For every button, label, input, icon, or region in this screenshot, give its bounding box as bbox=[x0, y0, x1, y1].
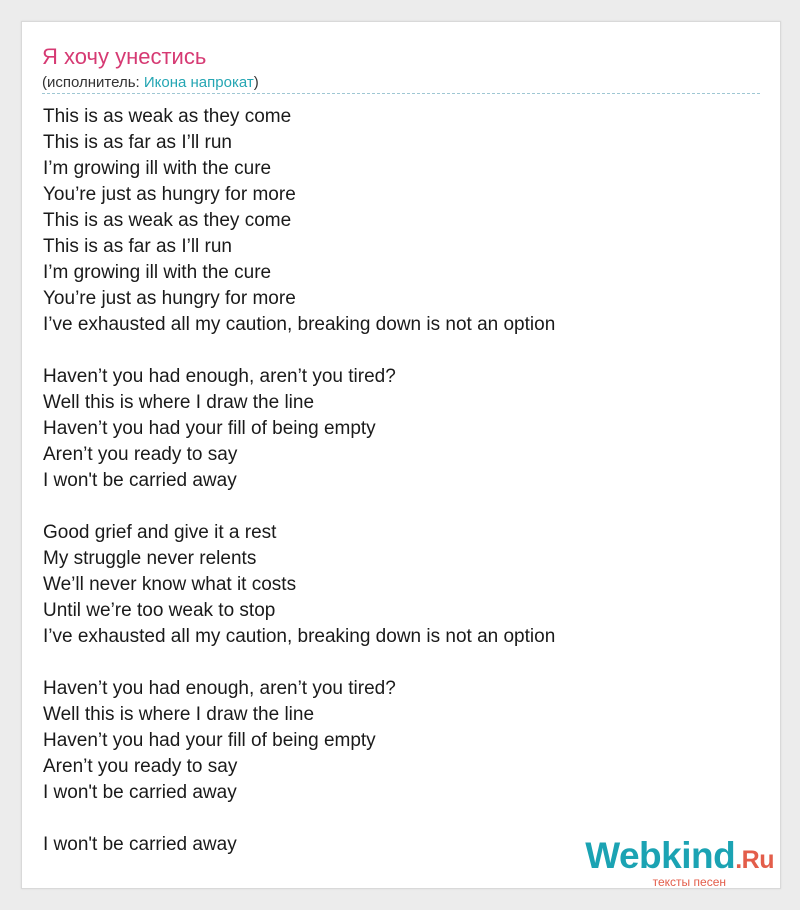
logo-subtitle: тексты песен bbox=[652, 875, 726, 889]
webkind-logo[interactable] bbox=[574, 835, 774, 889]
lyric-line: Aren’t you ready to say bbox=[43, 444, 238, 465]
stanza bbox=[43, 520, 555, 650]
lyric-line: This is as far as I’ll run bbox=[43, 236, 232, 257]
logo-wordmark bbox=[585, 835, 774, 877]
lyric-line: Until we’re too weak to stop bbox=[43, 600, 276, 621]
lyric-line: I’m growing ill with the cure bbox=[43, 262, 272, 283]
lyrics-body bbox=[43, 104, 555, 858]
lyric-line: Well this is where I draw the line bbox=[43, 704, 315, 725]
lyric-line: Aren’t you ready to say bbox=[43, 756, 238, 777]
lyric-line: Well this is where I draw the line bbox=[43, 392, 315, 413]
artist-prefix: (исполнитель: bbox=[42, 74, 144, 91]
lyric-line: This is as weak as they come bbox=[43, 210, 292, 231]
lyric-line: I won't be carried away bbox=[43, 834, 237, 855]
lyric-line: We’ll never know what it costs bbox=[43, 574, 297, 595]
lyric-line: You’re just as hungry for more bbox=[43, 288, 296, 309]
stanza bbox=[43, 832, 555, 858]
lyric-line: Haven’t you had enough, aren’t you tired? bbox=[43, 678, 396, 699]
lyric-line: I won't be carried away bbox=[43, 470, 237, 491]
lyric-line: My struggle never relents bbox=[43, 548, 257, 569]
logo-tld: .Ru bbox=[735, 846, 774, 874]
lyric-line: Haven’t you had enough, aren’t you tired? bbox=[43, 366, 396, 387]
lyric-line: Haven’t you had your fill of being empty bbox=[43, 730, 376, 751]
lyric-line: This is as far as I’ll run bbox=[43, 132, 232, 153]
artist-link[interactable]: Икона напрокат bbox=[143, 74, 254, 91]
lyrics-card bbox=[21, 21, 781, 889]
stanza bbox=[43, 364, 555, 494]
artist-line bbox=[42, 74, 259, 91]
lyric-line: Good grief and give it a rest bbox=[43, 522, 277, 543]
lyric-line: I won't be carried away bbox=[43, 782, 237, 803]
lyric-line: I’m growing ill with the cure bbox=[43, 158, 272, 179]
song-title: Я хочу унестись bbox=[42, 44, 207, 69]
lyric-line: You’re just as hungry for more bbox=[43, 184, 296, 205]
lyric-line: I’ve exhausted all my caution, breaking down is not an option bbox=[43, 314, 556, 335]
stanza bbox=[43, 676, 555, 806]
lyric-line: I’ve exhausted all my caution, breaking down is not an option bbox=[43, 626, 556, 647]
dashed-divider bbox=[42, 93, 760, 94]
artist-suffix: ) bbox=[253, 74, 259, 91]
stanza bbox=[43, 104, 555, 338]
lyric-line: Haven’t you had your fill of being empty bbox=[43, 418, 376, 439]
logo-name: Webkind bbox=[585, 835, 736, 876]
lyric-line: This is as weak as they come bbox=[43, 106, 292, 127]
